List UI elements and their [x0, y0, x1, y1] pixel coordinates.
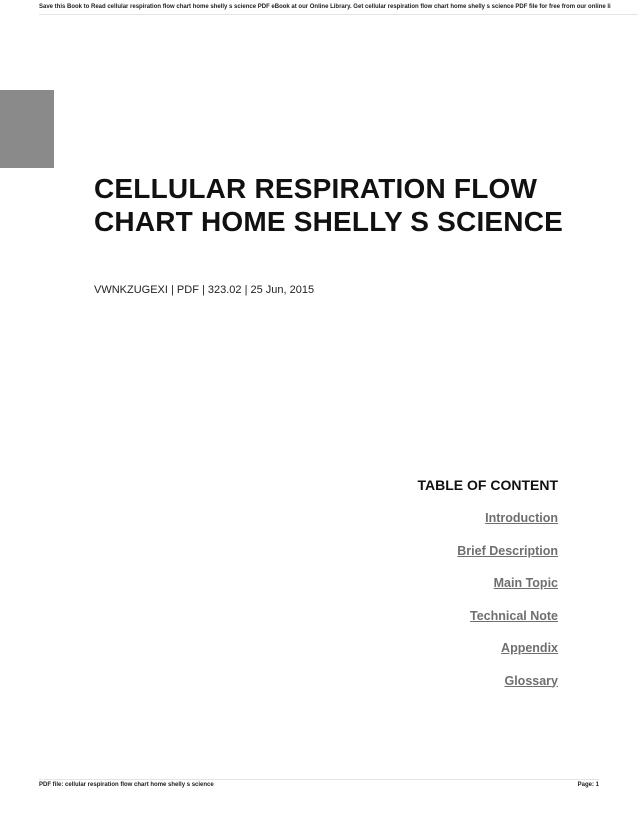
footer-page-number: Page: 1 [577, 782, 599, 788]
decorative-grey-block [0, 90, 54, 168]
header-banner-text: Save this Book to Read cellular respiration flow chart home shelly s science PDF eBook at our Online Library. Get cellular respiration flow chart home shelly s science PDF file for free from our online li [39, 4, 611, 10]
header-divider [39, 14, 638, 15]
footer-file-label: PDF file: cellular respiration flow chart home shelly s science [39, 782, 214, 788]
document-meta: VWNKZUGEXI | PDF | 323.02 | 25 Jun, 2015 [94, 284, 315, 296]
toc-heading: TABLE OF CONTENT [417, 477, 558, 493]
toc-link-main-topic[interactable]: Main Topic [493, 576, 558, 590]
toc-link-appendix[interactable]: Appendix [501, 641, 558, 655]
document-title: CELLULAR RESPIRATION FLOW CHART HOME SHELLY S SCIENCE [94, 173, 564, 237]
toc-link-brief-description[interactable]: Brief Description [457, 543, 558, 558]
toc-link-technical-note[interactable]: Technical Note [470, 608, 558, 623]
footer-divider [39, 779, 599, 780]
toc-link-glossary[interactable]: Glossary [504, 673, 558, 688]
toc-link-introduction[interactable]: Introduction [485, 511, 558, 525]
table-of-content [417, 476, 558, 705]
